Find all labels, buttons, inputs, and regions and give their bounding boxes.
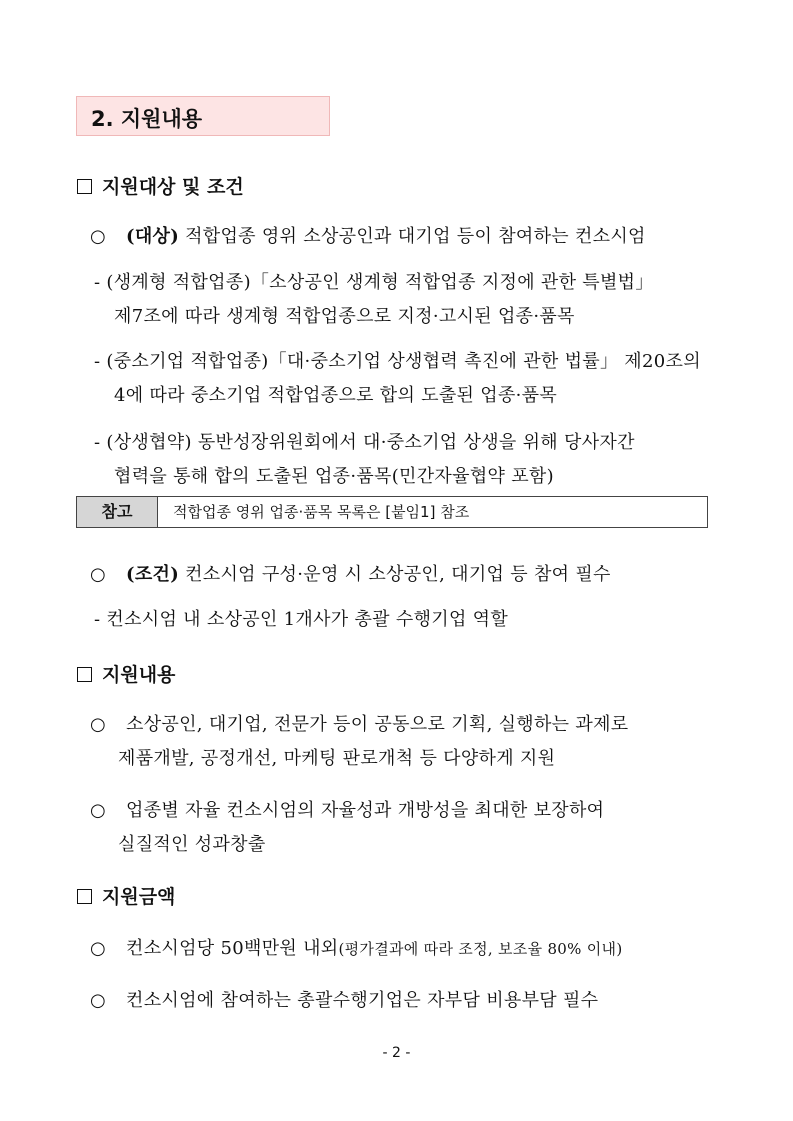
bullet-circle-icon: ○ — [90, 714, 107, 735]
heading-support-amount: 지원금액 — [77, 882, 175, 909]
heading-eligibility: 지원대상 및 조건 — [77, 172, 244, 199]
condition-text: 컨소시엄 구성·운영 시 소상공인, 대기업 등 참여 필수 — [179, 564, 611, 585]
sub-item-line: - (중소기업 적합업종)「대·중소기업 상생협력 촉진에 관한 법률」 제20조의 — [94, 351, 701, 372]
checkbox-square-icon — [77, 889, 92, 904]
sub-item-line: 제7조에 따라 생계형 적합업종으로 지정·고시된 업종·품목 — [114, 306, 575, 327]
bullet-circle-icon: ○ — [90, 938, 107, 959]
sub-item-line: - (생계형 적합업종)「소상공인 생계형 적합업종 지정에 관한 특별법」 — [94, 272, 654, 293]
sub-item-line: - 컨소시엄 내 소상공인 1개사가 총괄 수행기업 역할 — [94, 609, 509, 630]
sub-item-line: - (상생협약) 동반성장위원회에서 대·중소기업 상생을 위해 당사자간 — [94, 432, 635, 453]
section-title: 2. 지원내용 — [91, 107, 203, 131]
condition-item — [90, 560, 611, 586]
target-item — [90, 222, 646, 248]
condition-key: (조건) — [126, 564, 180, 585]
bullet-circle-icon: ○ — [90, 564, 107, 585]
sub-item-line: 4에 따라 중소기업 적합업종으로 합의 도출된 업종·품목 — [114, 385, 558, 406]
reference-text: 적합업종 영위 업종·품목 목록은 [붙임1] 참조 — [173, 503, 470, 521]
list-item: ○ 컨소시엄당 50백만원 내외(평가결과에 따라 조정, 보조율 80% 이내) — [90, 938, 623, 959]
list-item: ○ 소상공인, 대기업, 전문가 등이 공동으로 기획, 실행하는 과제로 — [90, 714, 629, 735]
bullet-circle-icon: ○ — [90, 800, 107, 821]
heading-support-content: 지원내용 — [77, 660, 175, 687]
target-key: (대상) — [126, 226, 180, 247]
list-item-continuation: 제품개발, 공정개선, 마케팅 판로개척 등 다양하게 지원 — [118, 748, 556, 769]
amount-note: (평가결과에 따라 조정, 보조율 80% 이내) — [338, 940, 623, 958]
list-item: ○ 컨소시엄에 참여하는 총괄수행기업은 자부담 비용부담 필수 — [90, 990, 599, 1011]
bullet-circle-icon: ○ — [90, 226, 107, 247]
target-text: 적합업종 영위 소상공인과 대기업 등이 참여하는 컨소시엄 — [179, 226, 646, 247]
list-item: ○ 업종별 자율 컨소시엄의 자율성과 개방성을 최대한 보장하여 — [90, 800, 605, 821]
page-number: - 2 - — [382, 1045, 411, 1061]
section-header — [76, 96, 330, 136]
reference-note — [76, 496, 708, 528]
checkbox-square-icon — [77, 179, 92, 194]
list-item-continuation: 실질적인 성과창출 — [118, 834, 266, 855]
reference-label: 참고 — [77, 497, 158, 527]
checkbox-square-icon — [77, 667, 92, 682]
bullet-circle-icon: ○ — [90, 990, 107, 1011]
sub-item-line: 협력을 통해 합의 도출된 업종·품목(민간자율협약 포함) — [114, 466, 554, 487]
